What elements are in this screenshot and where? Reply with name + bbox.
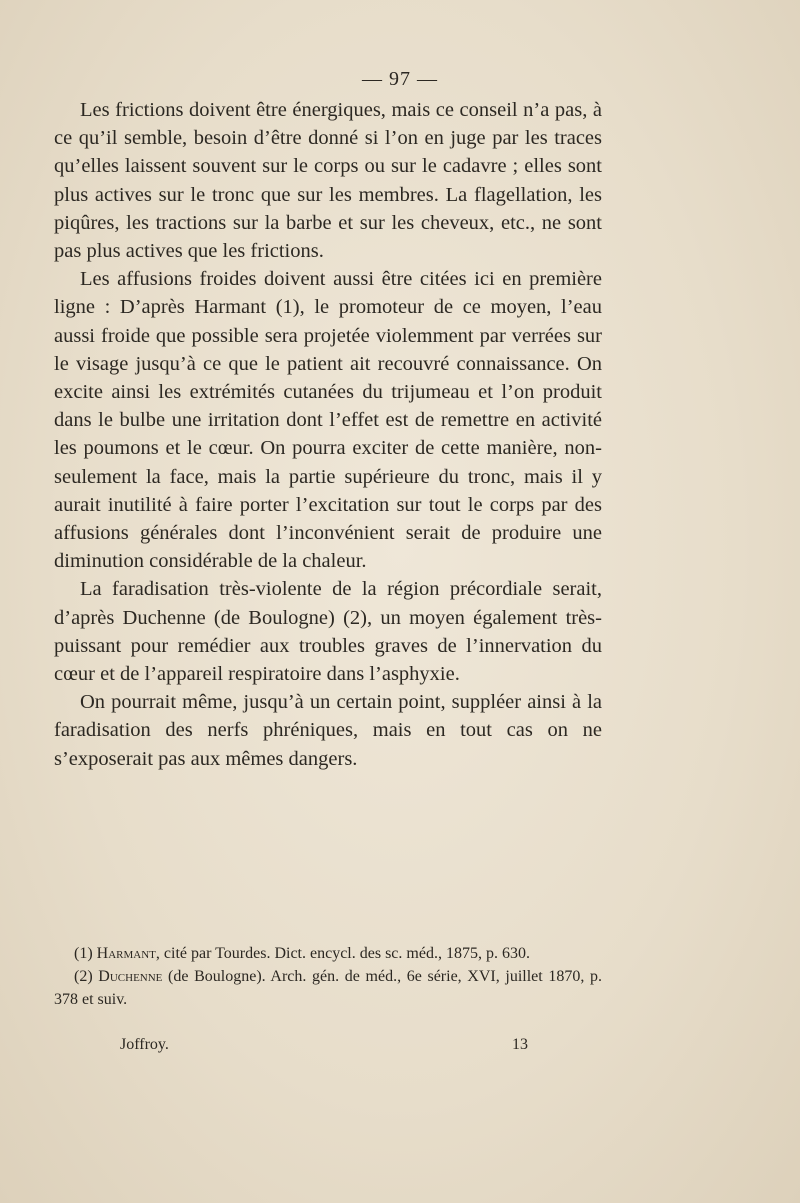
footnotes <box>54 942 602 1011</box>
footnote-marker: (1) <box>74 945 93 962</box>
paragraph-faradisation: La faradisation très-violente de la région précordiale serait, d’après Duchenne (de Boulogne) (2), un moyen également très-puissant pour remédier aux troubles graves de l’innervation du cœur et de l’appareil respiratoire dans l’asphyxie. <box>54 578 602 686</box>
paragraph-phreniques: On pourrait même, jusqu’à un certain point, suppléer ainsi à la faradisation des nerfs phréniques, mais en tout cas on ne s’exposerait pas aux mêmes dangers. <box>54 691 602 770</box>
footnote-author: Duchenne <box>98 968 163 985</box>
main-text <box>54 96 602 773</box>
footnote-text: cité par Tourdes. Dict. encycl. des sc. méd., 1875, p. 630. <box>159 945 530 962</box>
paragraph-affusions: Les affusions froides doivent aussi être citées ici en première ligne : D’après Harmant (1), le promoteur de ce moyen, l’eau aussi froide que possible sera projetée violemment par verrées sur le visage jusqu’à ce que le patient ait recouvré connaissance. On excite ainsi les extrémités cutanées du trijumeau et l’on produit dans le bulbe une irritation dont l’effet est de remettre en activité les poumons et le cœur. On pourra exciter de cette manière, non-seulement la face, mais la partie supérieure du tronc, mais il y aurait inutilité à faire porter l’excitation sur tout le corps par des affusions générales dont l’inconvénient serait de produire une diminution considérable de la chaleur. <box>54 268 602 573</box>
footnote-marker: (2) <box>74 968 93 985</box>
footnote-2 <box>54 965 602 1011</box>
signature-sheet-number: 13 <box>512 1036 528 1053</box>
footnote-author: Harmant, <box>96 945 160 962</box>
signature-author: Joffroy. <box>120 1036 169 1053</box>
page-number: — 97 — <box>362 68 438 90</box>
footnote-1 <box>54 942 602 965</box>
footnote-text: (de Boulogne). Arch. gén. de méd., 6e série, XVI, juillet 1870, p. 378 et suiv. <box>54 968 602 1008</box>
paragraph-frictions: Les frictions doivent être énergiques, mais ce conseil n’a pas, à ce qu’il semble, besoin d’être donné si l’on en juge par les traces qu’elles laissent souvent sur le corps ou sur le cadavre ; elles sont plus actives sur le tronc que sur les membres. La flagellation, les piqûres, les tractions sur la barbe et sur les cheveux, etc., ne sont pas plus actives que les frictions. <box>54 99 602 263</box>
